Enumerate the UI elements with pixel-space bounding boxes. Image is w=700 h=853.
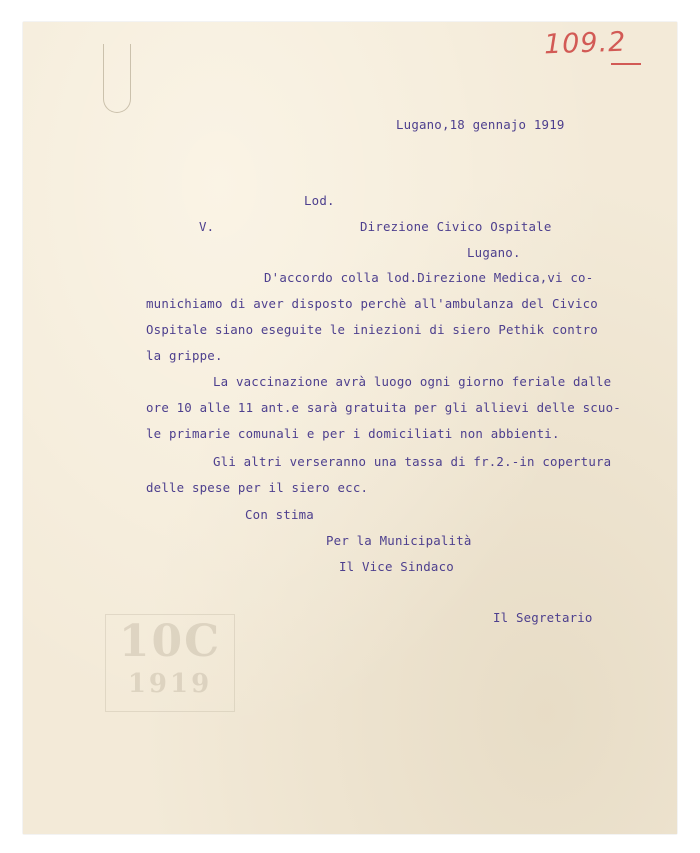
closing-secretary: Il Segretario [493,610,593,625]
closing-municipality: Per la Municipalità [326,533,472,548]
body-p2-line-2: ore 10 alle 11 ant.e sarà gratuita per gli allievi delle scuo- [146,400,621,415]
archive-number-underline [611,63,641,65]
date-line: Lugano,18 gennajo 1919 [396,117,565,132]
addressee-v: V. [199,219,215,234]
faded-stamp: 10C 1919 [105,614,235,712]
closing-vice-mayor: Il Vice Sindaco [339,559,454,574]
honorific: Lod. [304,193,335,208]
paperclip-mark [103,44,131,113]
body-p1-line-4: la grippe. [146,348,223,363]
body-p3-line-1: Gli altri verseranno una tassa di fr.2.-in copertura [213,454,612,469]
body-p1-line-2: munichiamo di aver disposto perchè all'ambulanza del Civico [146,296,598,311]
archive-number: 109.2 [543,26,627,61]
recipient-city: Lugano. [467,245,521,260]
body-p1-line-3: Ospitale siano eseguite le iniezioni di siero Pethik contro [146,322,598,337]
body-p2-line-1: La vaccinazione avrà luogo ogni giorno feriale dalle [213,374,612,389]
body-p2-line-3: le primarie comunali e per i domiciliati non abbienti. [146,426,560,441]
body-p1-line-1: D'accordo colla lod.Direzione Medica,vi co- [264,270,594,285]
body-p3-line-2: delle spese per il siero ecc. [146,480,369,495]
recipient-name: Direzione Civico Ospitale [360,219,552,234]
closing-regards: Con stima [245,507,314,522]
